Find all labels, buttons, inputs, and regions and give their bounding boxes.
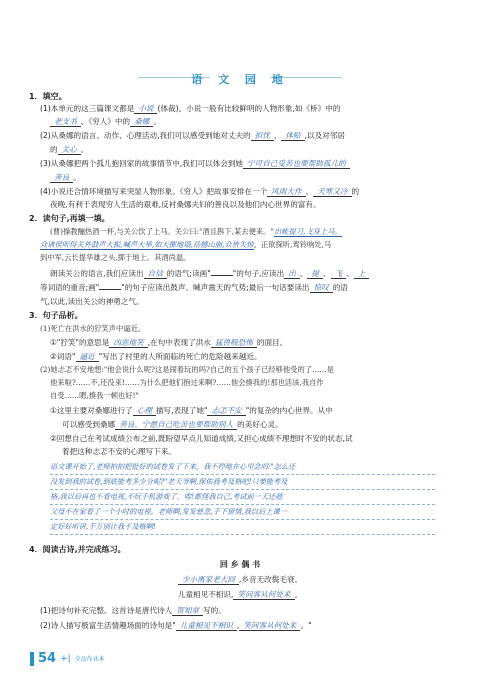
text: 。" <box>300 621 312 630</box>
text: (2)诗人描写极富生活情趣场面的诗句是" <box>40 621 176 630</box>
answer: 提 <box>307 269 323 279</box>
answer: 善良 <box>50 173 73 183</box>
text: (2)从桑娜的语言、动作、心理活动,我们可以感受到她对丈夫的 <box>40 131 251 140</box>
text: ,乡音无改鬓毛衰。 <box>238 575 303 584</box>
s3-q3-line2 <box>62 419 440 430</box>
text: 。 <box>73 173 81 182</box>
text: ②词语" <box>50 352 76 361</box>
text: 的 <box>351 187 360 196</box>
s3-p1: (1)死亡在洪水的狞笑声中逼近。 <box>40 324 146 333</box>
s3-p2-line2: 他来啦?……不,还没来!……为什么把他们抱过来啊?……他会揍我的!那也活该,我自作 <box>50 378 324 387</box>
footer-separator: +| <box>60 653 71 664</box>
answer: 宁可自己受苦也要帮助孤儿的 <box>243 159 350 169</box>
s2-quote-line3 <box>40 252 440 263</box>
text: 。 <box>153 117 161 126</box>
s1-q4-line2 <box>50 199 440 210</box>
answer: 逼近 <box>76 352 99 362</box>
s3-q3-line1 <box>50 405 440 416</box>
answer: 风雨大作 <box>267 187 305 197</box>
answer: 飞 <box>331 269 347 279</box>
para-line: 语文课开始了,老师拍拍把批好的试卷发了下来。我不停地在心里念叨:"怎么还 <box>50 460 435 475</box>
s2-line3 <box>40 296 440 307</box>
s2-line1 <box>50 268 440 279</box>
text: "的句子应读出鼓声、喊声震天的气势;最后一句话要读出 <box>121 283 310 292</box>
answer: 体贴 <box>281 131 304 141</box>
page-title: 语 文 园 地 <box>191 73 289 86</box>
text: 、 <box>346 269 354 278</box>
poem-line1 <box>0 574 480 585</box>
s1-q2-line2 <box>50 144 440 155</box>
text: 夜晚,有利于表现穷人生活的艰难,反衬桑娜夫妇的善良以及他们内心世界的富有。 <box>50 200 321 209</box>
poem-line2 <box>0 589 480 600</box>
answer: 贺知章 <box>172 606 203 616</box>
page-footer <box>30 651 105 666</box>
underline-mark <box>211 275 233 276</box>
text: (3)从桑娜把两个孤儿抱回家的故事情节中,我们可以体会到她 <box>40 159 244 168</box>
text: 的 <box>50 145 58 154</box>
s2-quote-line2 <box>40 239 440 250</box>
text: (体裁)。小说一般有比较鲜明的人物形象,如《桥》中的 <box>157 104 341 113</box>
para-line: 格,我以后再也不看电视,不玩手机游戏了。唉!都怪我自己,考试前一天还趁 <box>50 490 435 505</box>
s2-line2 <box>40 282 440 293</box>
text: (1)本单元的这三篇课文都是 <box>40 104 135 113</box>
text: 的美好心灵。 <box>237 420 283 429</box>
answer: 上 <box>354 269 370 279</box>
s1-q2-line1 <box>40 130 440 141</box>
text: 的面目。 <box>256 338 288 347</box>
text: (4)小说还合情环境描写来突显人物形象。《穷人》把故事安排在一个 <box>40 187 268 196</box>
underline-mark <box>99 289 121 290</box>
text: , <box>236 621 240 630</box>
text: (曹)操教酾热酒一杯,与关公饮了上马。关公曰:"酒且斟下,某去便来。" <box>50 227 274 236</box>
text: "写出了村里的人所面临的死亡的危险越来越近。 <box>98 352 262 361</box>
answer: 惊叹 <box>310 283 333 293</box>
text: 。 <box>80 145 89 154</box>
brand-name: 全品作业本 <box>74 656 105 663</box>
s3-q2 <box>50 351 440 362</box>
text: ①"狞笑"的意思是 <box>50 338 110 347</box>
section-4-heading: 4．阅读古诗,并完成练习。 <box>29 545 126 554</box>
para-line: 没发到我的试卷,到底能考多少分呢?"老天爷啊,保佑我考及格吧!只要能考及 <box>50 475 435 490</box>
s4-q2 <box>40 620 440 631</box>
text: 的语 <box>332 283 348 292</box>
section-3-heading: 3．句子品析。 <box>29 311 83 320</box>
s3-p2-line1: (2)她忐忑不安地想:"他会说什么呢?这是闹着玩的吗?自己的五个孩子已经够他受的了……是 <box>40 365 334 374</box>
s1-q1-line1 <box>40 103 440 114</box>
answer: 善良、宁愿自己吃苦也要帮助别人 <box>115 420 237 430</box>
text: 写的。 <box>203 606 226 615</box>
s2-quote-line1 <box>50 226 440 237</box>
s1-q3-line1 <box>40 158 440 169</box>
text: "的复杂的内心世界。从中 <box>245 406 333 415</box>
answer: 担忧 <box>251 131 274 141</box>
highlight: 众诸侯听得关外鼓声大振,喊声大举,如天摧地塌,岳撼山崩,众皆失惊 <box>40 240 254 249</box>
highlight: 出帐提刀,飞身上马。 <box>273 227 342 236</box>
answer: 凶恶地笑 <box>109 338 147 348</box>
text: ,以及对邻居 <box>304 131 345 140</box>
answer: 关心 <box>58 145 81 155</box>
text: 等词语的重音;画" <box>40 283 100 292</box>
section-2-heading: 2．读句子,再填一填。 <box>29 214 110 223</box>
para-line: 定好好听讲,千万别让我不及格啊! <box>50 520 435 535</box>
text: ,在句中表现了洪水 <box>147 338 211 347</box>
answer: 小说 <box>134 104 157 114</box>
answer-paragraph <box>50 460 435 536</box>
page-number: 54 <box>38 651 57 666</box>
section-1-heading: 1．填空。 <box>29 92 67 101</box>
text: 描写,表现了她" <box>155 406 208 415</box>
answer: 自信 <box>144 269 167 279</box>
text: 、 <box>323 269 331 278</box>
text: 儿童相见不相识, <box>177 590 234 599</box>
text: 、《穷人》中的 <box>80 117 131 126</box>
text: (1)把诗句补充完整。这首诗是唐代诗人 <box>40 606 173 615</box>
answer: 猛兽般恐怖 <box>211 338 257 348</box>
text: ①这里主要对桑娜进行了 <box>50 406 133 415</box>
answer: 桑娜 <box>130 117 153 127</box>
text: 气,以此,读出关公的神勇之气。 <box>40 297 144 306</box>
text: 的语气;读画" <box>166 269 211 278</box>
answer: 少小离家老大回 <box>178 575 239 585</box>
text: "的句子,应读出 <box>232 269 285 278</box>
text: 到中军,云长提华雄之头,掷于地上。其酒尚温。 <box>40 253 191 262</box>
answer: 出 <box>284 269 300 279</box>
answer: 忐忑不安 <box>207 406 245 416</box>
s3-q4-line2: 着把这种忐忑不安的心理写下来。 <box>62 447 176 456</box>
text: 朗读关公的语言,我们应读出 <box>50 269 144 278</box>
footer-bar <box>30 652 34 666</box>
text: 可以感受到桑娜 <box>62 420 116 429</box>
text: 。 <box>294 590 303 599</box>
poem-title: 回 乡 偶 书 <box>219 560 261 569</box>
s1-q3-line2 <box>50 172 440 183</box>
answer: 笑问客从何处来 <box>239 621 300 631</box>
text: 。正欲探听,鸾铃响处,马 <box>253 240 332 249</box>
s3-q1 <box>50 337 440 348</box>
answer: 笑问客从何处来 <box>233 590 294 600</box>
answer: 天寒又冷 <box>313 187 351 197</box>
answer: 老支书 <box>50 117 81 127</box>
s1-q4-line1 <box>40 186 440 197</box>
s3-p2-line3: 自受……嗯,揍我一顿也好!" <box>50 391 139 400</box>
title-wrap <box>0 71 480 87</box>
para-line: 父母不在家看了一个小时的电视。老师啊,发发慈悲,手下留情,我以后上课一 <box>50 505 435 520</box>
text: 、 <box>305 187 314 196</box>
answer: 儿童相见不相识 <box>176 621 237 631</box>
s3-q4-line1: ②回想自己在考试成绩公布之前,既盼望早点儿知道成绩,又担心成绩不理想时不安的状态,试 <box>50 434 353 443</box>
s1-q1-line2 <box>50 116 440 127</box>
text: 、 <box>273 131 282 140</box>
text: 、 <box>299 269 308 278</box>
answer: 心理 <box>133 406 156 416</box>
s4-q1 <box>40 605 440 616</box>
